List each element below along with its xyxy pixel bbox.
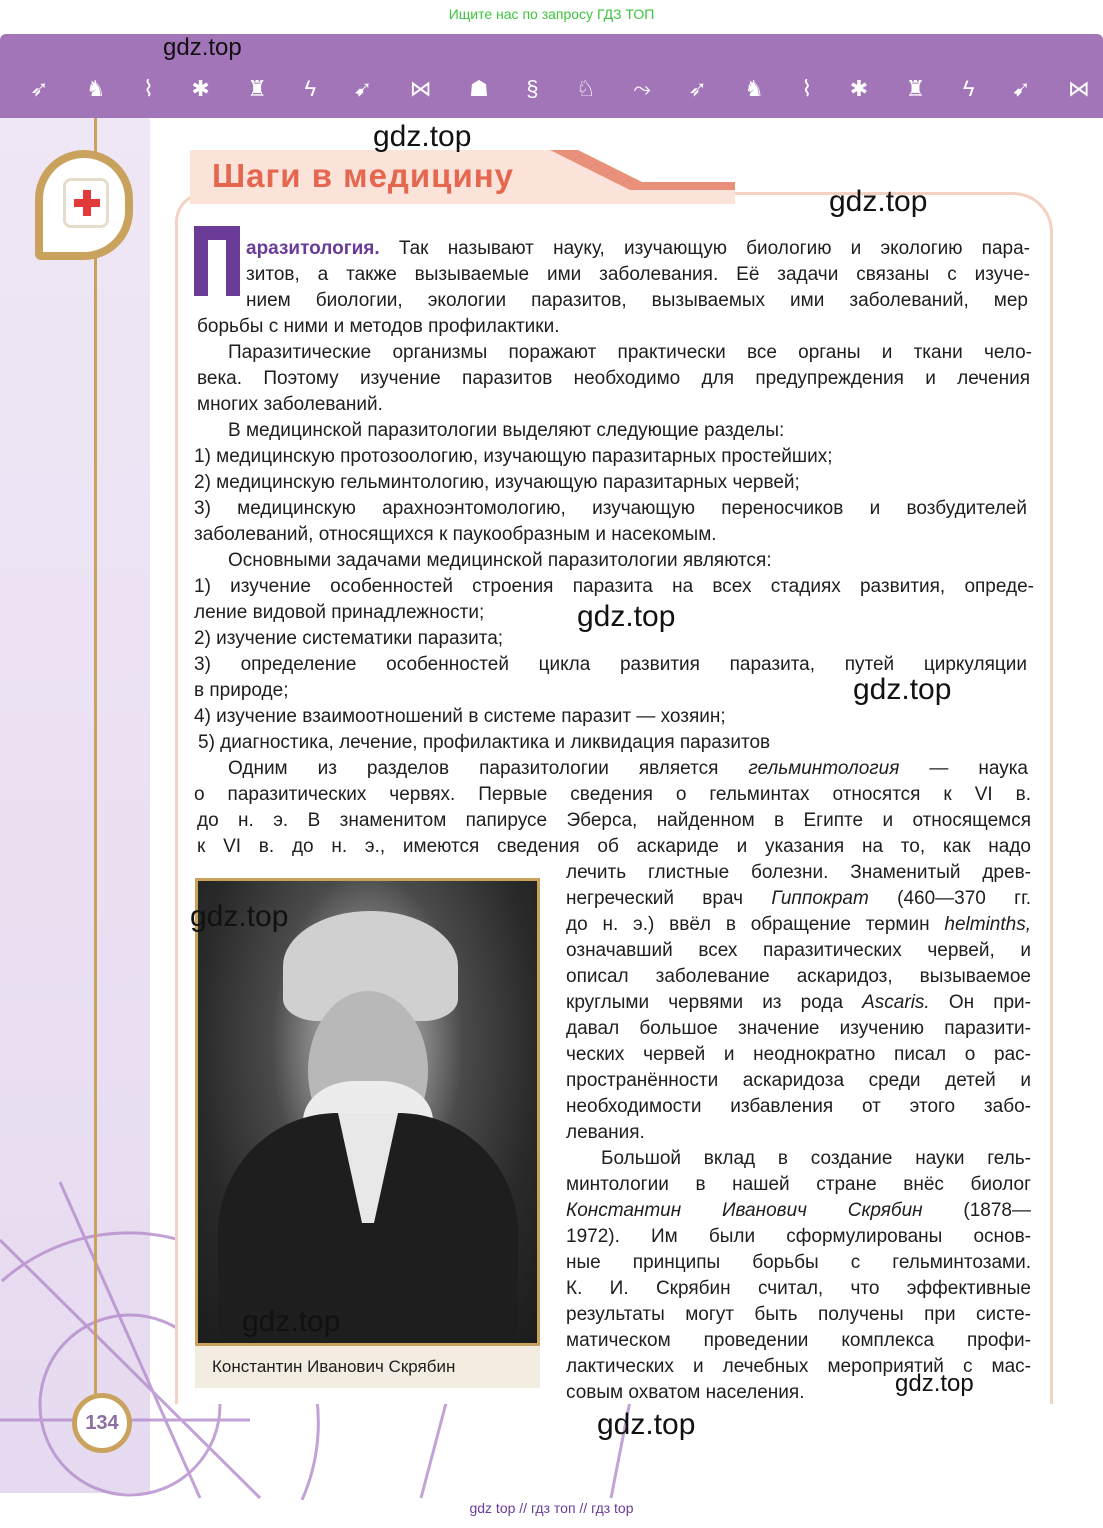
term-italic: helminths, [944,914,1031,935]
bird-icon: ➹ [1011,76,1031,101]
text-line [194,522,1044,548]
text-run: к VI в. до н. э., имеются сведения об аскариде и указания на то, как надо [197,836,1031,857]
text-line [228,548,1078,574]
giraffe-icon: ⌇ [143,76,154,101]
monkey-icon: ϟ [304,76,317,101]
text-line [566,886,1031,912]
watermark: gdz.top [190,900,289,933]
text-line [194,444,1044,470]
text-run: 3) определение особенностей цикла развития паразита, путей циркуляции [194,654,1027,675]
text-run: давал большое значение изучению паразити- [566,1018,1031,1039]
insect-icon: ✱ [191,76,210,101]
watermark: gdz.top [853,673,952,706]
text-run: (1878— [922,1200,1031,1221]
insect-icon: ✱ [849,76,869,101]
text-line [566,1224,1031,1250]
search-hint: Ищите нас по запросу ГДЗ ТОП [448,6,655,22]
horse-icon: ♘ [576,76,596,101]
text-run: совым охватом населения. [566,1382,805,1403]
monkey-icon: ϟ [962,76,975,101]
text-run: Так называют науку, изучающую биологию и экологию пара- [379,238,1030,259]
text-run: 4) изучение взаимоотношений в системе паразит — хозяин; [194,706,726,727]
text-run: до н. э. В знаменитом папирусе Эберса, найденном в Египте и относящемся [197,810,1031,831]
text-line [566,1250,1031,1276]
text-line [566,1094,1031,1120]
text-line [228,340,1032,366]
watermark: gdz.top [373,120,472,153]
text-line [566,860,1031,886]
deer-icon: ♞ [85,76,106,101]
text-line [566,1068,1031,1094]
text-run: лечить глистные болезни. Знаменитый древ- [566,862,1031,883]
text-run: описал заболевание аскаридоз, вызываемое [566,966,1031,987]
term-bold: аразитология. [246,238,380,259]
text-line [228,756,1028,782]
bull-icon: ♜ [905,76,926,101]
text-line [566,1198,1031,1224]
bird-icon: ➹ [353,76,373,101]
text-run: Он при- [929,992,1031,1013]
text-line [566,990,1031,1016]
first-aid-kit-icon [63,178,109,228]
text-run: К. И. Скрябин считал, что эффективные [566,1278,1031,1299]
text-run: негреческий врач [566,888,772,909]
section-title: Шаги в медицину [212,157,515,194]
text-run: матическом проведении комплекса профи- [566,1330,1031,1351]
text-run: в природе; [194,680,289,701]
text-line [246,236,1030,262]
term-italic: Ascaris. [862,992,930,1013]
text-line [566,1042,1031,1068]
portrait-photo [195,878,540,1346]
text-line [601,1146,1031,1172]
swallow-icon: ⤳ [633,76,651,101]
text-run: 1) изучение особенностей строения паразита на всех стадиях развития, опреде- [194,576,1034,597]
text-run: В медицинской паразитологии выделяют следующие разделы: [228,420,785,441]
margin-line [94,118,97,1408]
text-line [198,730,1048,756]
text-line [566,938,1031,964]
text-run: многих заболеваний. [197,394,383,415]
text-line [197,314,1047,340]
animal-silhouettes [30,76,1090,102]
text-run: 3) медицинскую арахноэнтомологию, изучающую переносчиков и возбудителей [194,498,1027,519]
watermark: gdz.top [577,600,676,633]
watermark: gdz.top [597,1408,696,1441]
watermark: gdz.top [895,1370,974,1397]
watermark: gdz.top [163,34,242,61]
text-run: лактических и лечебных мероприятий с мас- [566,1356,1031,1377]
text-line [566,1016,1031,1042]
text-run: означавший всех паразитических червей, и [566,940,1031,961]
text-line [566,1276,1031,1302]
text-run: ные принципы борьбы с гельминтозами. [566,1252,1031,1273]
text-run: 1) медицинскую протозоологию, изучающую паразитарных простейших; [194,446,833,467]
text-run: Одним из разделов паразитологии является [228,758,749,779]
text-line [566,1120,1031,1146]
text-line [566,964,1031,990]
text-line [246,288,1028,314]
text-run: века. Поэтому изучение паразитов необходимо для предупреждения и лечения [197,368,1030,389]
text-run: заболеваний, относящихся к паукообразным и насекомым. [194,524,717,545]
scorpion-icon: § [526,76,539,101]
text-run: 1972). Им были сформулированы основ- [566,1226,1031,1247]
text-run: левания. [566,1122,645,1143]
text-line [194,470,1044,496]
text-run: ческих червей и неоднократно писал о рас- [566,1044,1031,1065]
medicine-badge [35,150,133,260]
drop-cap [194,226,240,296]
text-run: 2) медицинскую гельминтологию, изучающую паразитарных червей; [194,472,800,493]
text-run: 2) изучение систематики паразита; [194,628,504,649]
text-run: 5) диагностика, лечение, профилактика и ликвидация паразитов [198,732,771,753]
text-line [566,1172,1031,1198]
butterfly-icon: ⋈ [409,76,432,101]
bull-icon: ♜ [247,76,268,101]
text-run: круглыми червями из рода [566,992,863,1013]
term-italic: Гиппократ [771,888,869,909]
text-run: до н. э.) ввёл в обращение термин [566,914,945,935]
text-line [566,1302,1031,1328]
page-number: 134 [72,1393,132,1453]
text-line [228,418,1078,444]
fish-icon: ➶ [688,76,707,101]
fish-icon: ➶ [30,76,49,101]
text-line [197,834,1031,860]
text-run: пространённости аскаридоза среди детей и [566,1070,1031,1091]
deer-icon: ♞ [744,76,764,101]
text-run: зитов, а также вызываемые ими заболевания. Её задачи связаны с изуче- [246,264,1030,285]
text-line [197,366,1030,392]
text-run: минтологии в нашей стране внёс биолог [566,1174,1031,1195]
text-line [197,808,1031,834]
text-run: Паразитические организмы поражают практически все органы и ткани чело- [228,342,1032,363]
footer-links: gdz top // гдз топ // гдз top [469,1500,634,1516]
text-line [194,574,1034,600]
term-italic: Константин Иванович Скрябин [566,1200,923,1221]
text-line [197,392,1047,418]
text-run: необходимости избавления от этого забо- [566,1096,1031,1117]
bison-icon: ☗ [469,76,489,101]
text-run: нием биологии, экологии паразитов, вызываемых ими заболеваний, мер [246,290,1028,311]
text-line [194,704,1044,730]
watermark: gdz.top [242,1305,341,1338]
text-line [566,912,1031,938]
giraffe-icon: ⌇ [801,76,813,101]
butterfly-icon: ⋈ [1067,76,1090,101]
text-run: ление видовой принадлежности; [194,602,485,623]
text-run: борьбы с ними и методов профилактики. [197,316,560,337]
watermark: gdz.top [829,185,928,218]
text-line [194,782,1031,808]
term-italic: гельминтология [748,758,900,779]
text-line [566,1328,1031,1354]
text-run: результаты могут быть получены при систе- [566,1304,1031,1325]
text-line [194,496,1027,522]
photo-caption: Константин Иванович Скрябин [195,1346,540,1388]
text-run: о паразитических червях. Первые сведения о гельминтах относятся к VI в. [194,784,1031,805]
text-run: Большой вклад в создание науки гель- [601,1148,1031,1169]
text-run: Основными задачами медицинской паразитологии являются: [228,550,772,571]
text-run: — наука [899,758,1028,779]
text-run: (460—370 гг. [868,888,1031,909]
text-line [246,262,1030,288]
